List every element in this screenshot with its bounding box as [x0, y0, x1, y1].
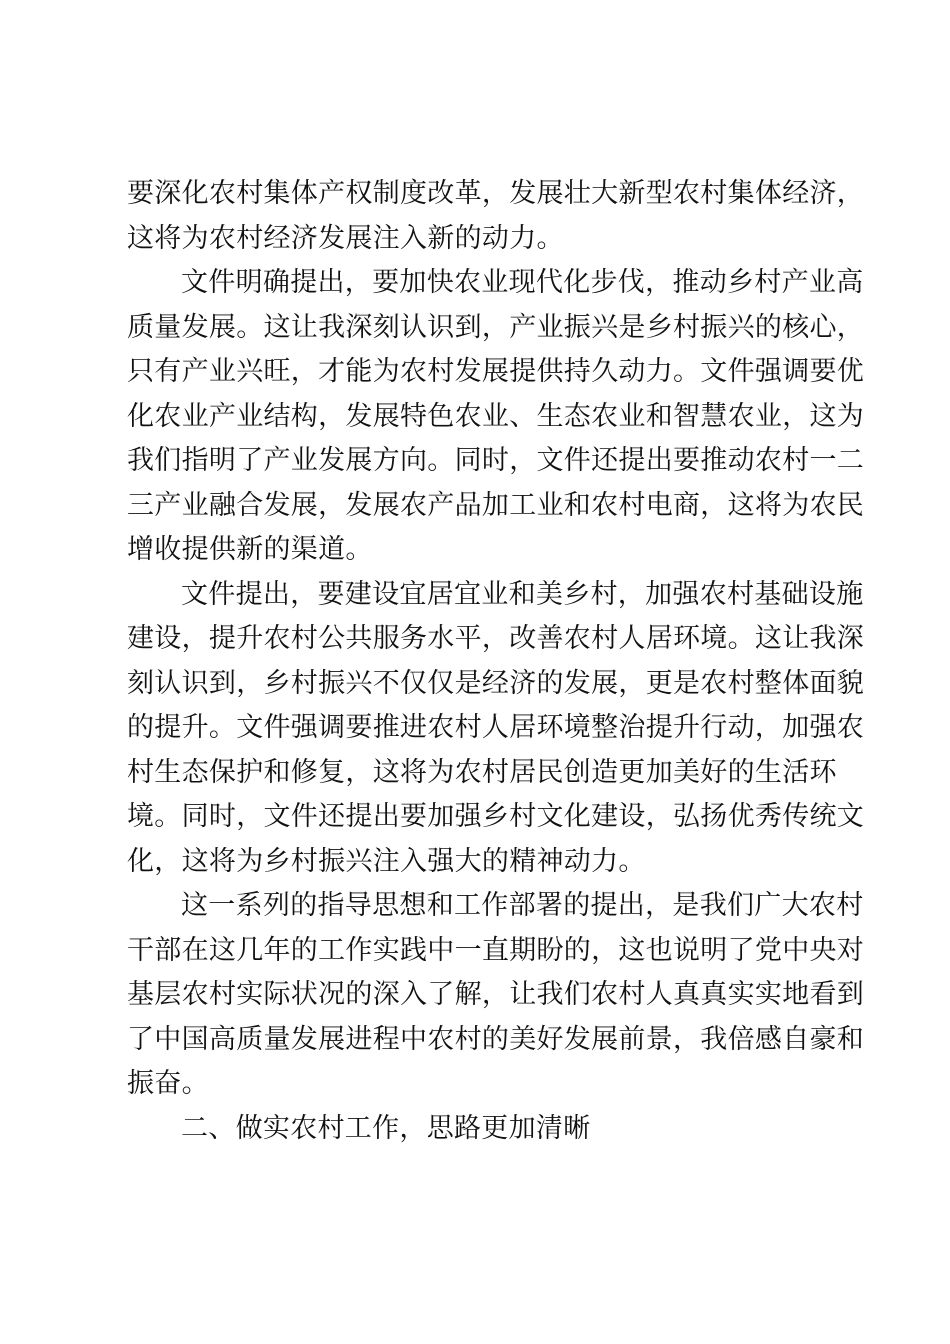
text-line: 干部在这几年的工作实践中一直期盼的，这也说明了党中央对	[127, 934, 865, 966]
text-line: 建设，提升农村公共服务水平，改善农村人居环境。这让我深	[127, 623, 865, 654]
text-line: 刻认识到，乡村振兴不仅仅是经济的发展，更是农村整体面貌	[127, 667, 865, 699]
text-line: 振奋。	[127, 1068, 209, 1099]
text-line: 这将为农村经济发展注入新的动力。	[127, 222, 564, 254]
text-line: 境。同时，文件还提出要加强乡村文化建设，弘扬优秀传统文	[127, 801, 865, 832]
paragraph-first-line: 文件提出，要建设宜居宜业和美乡村，加强农村基础设施	[181, 578, 864, 610]
text-line: 村生态保护和修复，这将为农村居民创造更加美好的生活环	[127, 756, 837, 788]
text-line: 了中国高质量发展进程中农村的美好发展前景，我倍感自豪和	[127, 1023, 865, 1055]
text-line: 我们指明了产业发展方向。同时，文件还提出要推动农村一二	[127, 445, 865, 476]
document-body	[127, 172, 865, 1151]
text-line: 化农业产业结构，发展特色农业、生态农业和智慧农业，这为	[127, 400, 865, 432]
text-line: 质量发展。这让我深刻认识到，产业振兴是乡村振兴的核心，	[127, 311, 865, 343]
paragraph-first-line: 这一系列的指导思想和工作部署的提出，是我们广大农村	[181, 890, 864, 921]
section-heading: 二、做实农村工作，思路更加清晰	[181, 1112, 591, 1144]
text-line: 的提升。文件强调要推进农村人居环境整治提升行动，加强农	[127, 712, 865, 743]
text-line: 只有产业兴旺，才能为农村发展提供持久动力。文件强调要优	[127, 356, 865, 387]
text-line: 增收提供新的渠道。	[127, 534, 373, 565]
text-line: 三产业融合发展，发展农产品加工业和农村电商，这将为农民	[127, 489, 865, 521]
text-line: 化，这将为乡村振兴注入强大的精神动力。	[127, 845, 646, 877]
paragraph-first-line: 文件明确提出，要加快农业现代化步伐，推动乡村产业高	[181, 267, 864, 298]
text-line: 基层农村实际状况的深入了解，让我们农村人真真实实地看到	[127, 979, 865, 1010]
text-line: 要深化农村集体产权制度改革，发展壮大新型农村集体经济，	[127, 178, 865, 209]
